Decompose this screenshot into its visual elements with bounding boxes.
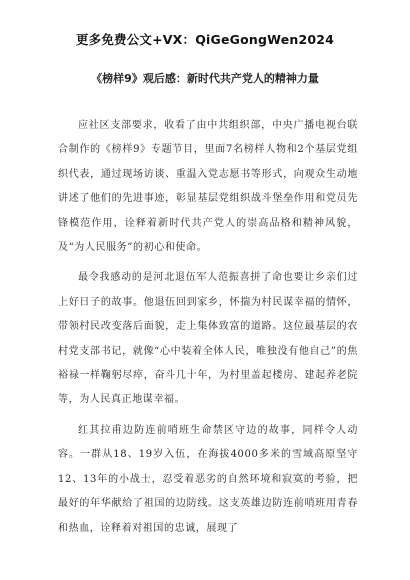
paragraph-2: 最令我感动的是河北退伍军人范振喜拼了命也要让乡亲们过上好日子的故事。他退伍回到家乡，怀揣为村民谋幸福的情怀，带领村民改变落后面貌，走上集体致富的道路。这位最基层的农村党支部书记，就像“心中装着全体人民，唯独没有他自己”的焦裕禄一样鞠躬尽瘁，奋斗几十年，为村里盖起楼房、建起养老院等，为人民真正地谋幸福。 <box>58 272 358 406</box>
paragraph-1: 应社区支部要求，收看了由中共组织部，中央广播电视台联合制作的《榜样9》专题节目，里面7名榜样人物和2个基层党组织代表，通过现场访谈、重温入党志愿书等形式，向观众生动地讲述了他们的先进事迹，彰显基层党组织战斗堡垒作用和党员先锋模范作用，诠释着新时代共产党人的崇高品格和精神风貌，及“为人民服务”的初心和使命。 <box>58 120 358 254</box>
paragraph-3: 红其拉甫边防连前哨班生命禁区守边的故事，同样令人动容。一群从18、19岁入伍，在海拔4000多米的雪域高原坚守12、13年的小战士，忍受着恶劣的自然环境和寂寞的考验，把最好的年华献给了祖国的边防线。这支英雄边防连前哨班用青春和热血，诠释着对祖国的忠诚，展现了 <box>58 424 358 534</box>
document-body <box>58 114 358 547</box>
document-title: 《榜样9》观后感：新时代共产党人的精神力量 <box>91 72 319 85</box>
promo-header: 更多免费公文+VX：QiGeGongWen2024 <box>75 32 335 47</box>
